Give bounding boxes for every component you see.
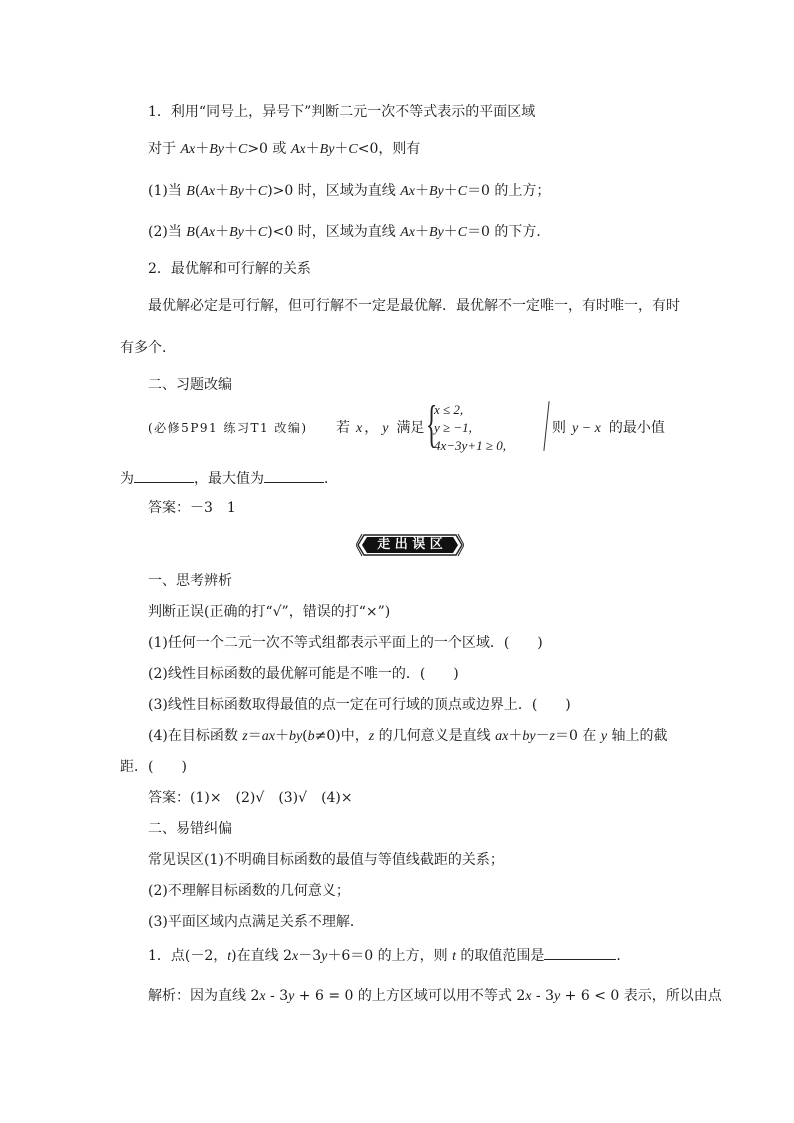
problem-1-answer-blank: [544, 945, 616, 960]
exercise-answer: 答案：－3 1: [148, 500, 236, 516]
constraint-3: 4x−3y+1 ≥ 0,: [434, 438, 506, 453]
exercise-heading: 二、习题改编: [148, 377, 232, 393]
mistake-item-2: (2)不理解目标函数的几何意义；: [148, 883, 350, 899]
judge-answer: 答案：(1)× (2)√ (3)√ (4)×: [148, 790, 353, 806]
tip-2-body-line-1: 最优解必定是可行解，但可行解不一定是最优解．最优解不一定唯一，有时唯一，有时: [148, 298, 680, 314]
tip-2-title: 最优解和可行解的关系: [170, 261, 311, 277]
problem-1: 1．点(－2，t)在直线 2x－3y＋6＝0 的上方，则 t 的取值范围是 ．: [148, 945, 630, 966]
system-right-bracket: [543, 401, 549, 451]
constraint-1: x ≤ 2,: [434, 402, 464, 417]
tip-2-number: 2．: [148, 261, 171, 277]
exercise-line-2: 为 ，最大值为 ．: [120, 468, 338, 488]
mistake-item-1: 常见误区(1)不明确目标函数的最值与等值线截距的关系；: [148, 852, 504, 868]
tip-2-body-line-2: 有多个．: [120, 340, 176, 356]
judge-intro: 判断正误(正确的打“√”，错误的打“×”): [148, 604, 391, 620]
tip-2-heading: [148, 260, 311, 278]
mistake-heading: 二、易错纠偏: [148, 821, 232, 837]
exercise-source: (必修5P91 练习T1 改编): [148, 421, 308, 435]
judge-item-3: (3)线性目标函数取得最值的点一定在可行域的顶点或边界上．( ): [148, 697, 571, 713]
banner-label: 走 出 误 区: [377, 537, 443, 552]
tip-1-heading: [148, 103, 535, 121]
solution-text: 解析：因为直线 2x - 3y + 6 = 0 的上方区域可以用不等式 2x - 3y + 6 < 0 表示，所以由点: [148, 988, 722, 1004]
tip-1-intro: 对于 Ax＋By＋C>0 或 Ax＋By＋C<0，则有: [148, 141, 421, 157]
constraint-2: y ≥ −1,: [434, 420, 472, 435]
mistake-item-3: (3)平面区域内点满足关系不理解．: [148, 914, 364, 930]
section-banner: [356, 533, 464, 557]
tip-1-case-2: (2)当 B(Ax＋By＋C)<0 时，区域为直线 Ax＋By＋C＝0 的下方．: [148, 224, 551, 240]
tip-1-number: 1．: [148, 104, 171, 120]
exercise-lead: 若 x ， y 满足: [336, 420, 425, 436]
judge-item-4-cont: 距．( ): [120, 759, 187, 775]
exercise-tail: 则 y − x 的最小值: [552, 420, 665, 436]
tip-1-title: 利用“同号上，异号下”判断二元一次不等式表示的平面区域: [170, 104, 536, 120]
judge-item-1: (1)任何一个二元一次不等式组都表示平面上的一个区域．( ): [148, 635, 543, 651]
max-answer-blank: [264, 468, 324, 483]
judge-item-2: (2)线性目标函数的最优解可能是不唯一的．( ): [148, 666, 459, 682]
judge-item-4: (4)在目标函数 z＝ax＋by(b≠0)中，z 的几何意义是直线 ax＋by－z＝0 在 y 轴上的截: [148, 728, 668, 744]
think-heading: 一、思考辨析: [148, 573, 232, 589]
system-left-brace: {: [426, 396, 438, 453]
min-answer-blank: [134, 468, 194, 483]
tip-1-case-1: (1)当 B(Ax＋By＋C)>0 时，区域为直线 Ax＋By＋C＝0 的上方；: [148, 183, 551, 199]
